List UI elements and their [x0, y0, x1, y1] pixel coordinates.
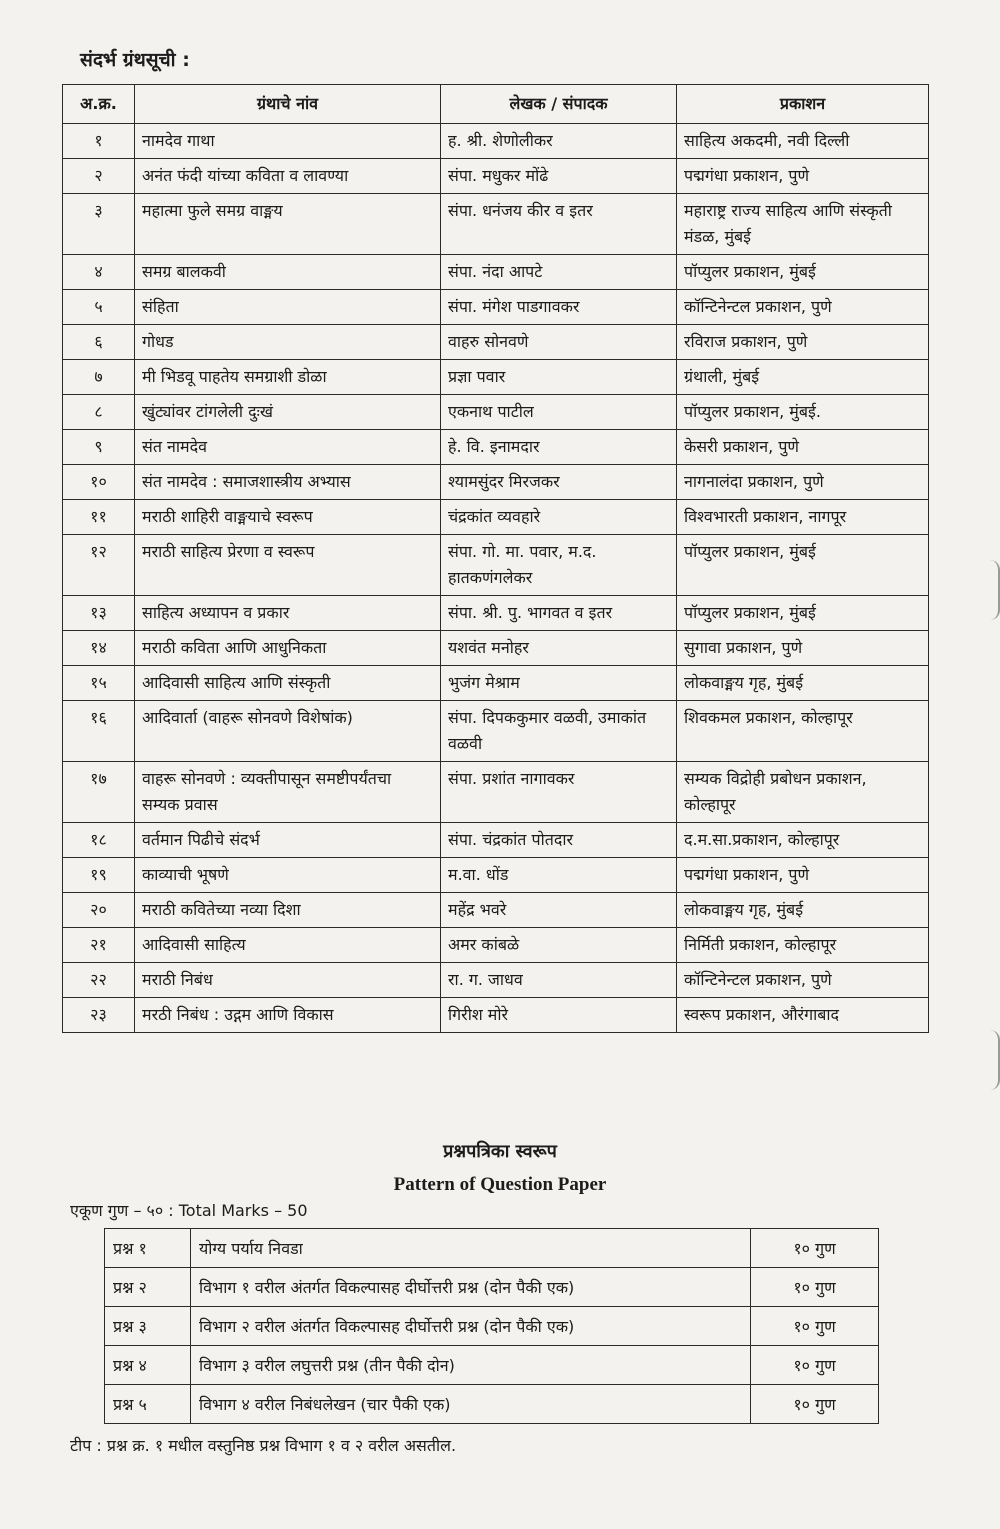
- publisher-cell: निर्मिती प्रकाशन, कोल्हापूर: [677, 928, 929, 963]
- publisher-cell: स्वरूप प्रकाशन, औरंगाबाद: [677, 998, 929, 1033]
- question-number-cell: प्रश्न २: [105, 1268, 191, 1307]
- author-cell: चंद्रकांत व्यवहारे: [441, 500, 677, 535]
- book-title-cell: वर्तमान पिढीचे संदर्भ: [135, 823, 441, 858]
- table-row: [63, 465, 929, 500]
- header-publisher: प्रकाशन: [677, 85, 929, 124]
- serial-cell: १६: [63, 701, 135, 762]
- serial-cell: ९: [63, 430, 135, 465]
- publisher-cell: पद्मगंधा प्रकाशन, पुणे: [677, 159, 929, 194]
- book-title-cell: आदिवासी साहित्य: [135, 928, 441, 963]
- references-body: [63, 124, 929, 1033]
- book-title-cell: समग्र बालकवी: [135, 255, 441, 290]
- publisher-cell: महाराष्ट्र राज्य साहित्य आणि संस्कृती मंडळ, मुंबई: [677, 194, 929, 255]
- serial-cell: १९: [63, 858, 135, 893]
- author-cell: एकनाथ पाटील: [441, 395, 677, 430]
- serial-cell: ५: [63, 290, 135, 325]
- publisher-cell: नागनालंदा प्रकाशन, पुणे: [677, 465, 929, 500]
- book-title-cell: अनंत फंदी यांच्या कविता व लावण्या: [135, 159, 441, 194]
- table-row: [63, 631, 929, 666]
- table-row: [63, 701, 929, 762]
- table-row: [63, 500, 929, 535]
- table-row: [63, 255, 929, 290]
- author-cell: हे. वि. इनामदार: [441, 430, 677, 465]
- header-author: लेखक / संपादक: [441, 85, 677, 124]
- author-cell: महेंद्र भवरे: [441, 893, 677, 928]
- serial-cell: ११: [63, 500, 135, 535]
- author-cell: प्रज्ञा पवार: [441, 360, 677, 395]
- author-cell: गिरीश मोरे: [441, 998, 677, 1033]
- serial-cell: १०: [63, 465, 135, 500]
- serial-cell: २२: [63, 963, 135, 998]
- question-paper-title-english: Pattern of Question Paper: [393, 1174, 607, 1195]
- question-marks-cell: १० गुण: [751, 1385, 879, 1424]
- author-cell: वाहरु सोनवणे: [441, 325, 677, 360]
- table-row: [63, 998, 929, 1033]
- table-row: [63, 963, 929, 998]
- table-row: [63, 430, 929, 465]
- question-description-cell: विभाग २ वरील अंतर्गत विकल्पासह दीर्घोत्तरी प्रश्न (दोन पैकी एक): [191, 1307, 751, 1346]
- book-title-cell: संत नामदेव: [135, 430, 441, 465]
- question-description-cell: योग्य पर्याय निवडा: [191, 1229, 751, 1268]
- table-row: [105, 1346, 879, 1385]
- publisher-cell: सुगावा प्रकाशन, पुणे: [677, 631, 929, 666]
- question-description-cell: विभाग ३ वरील लघुत्तरी प्रश्न (तीन पैकी दोन): [191, 1346, 751, 1385]
- table-row: [63, 762, 929, 823]
- publisher-cell: पॉप्युलर प्रकाशन, मुंबई: [677, 596, 929, 631]
- serial-cell: २१: [63, 928, 135, 963]
- author-cell: अमर कांबळे: [441, 928, 677, 963]
- publisher-cell: पॉप्युलर प्रकाशन, मुंबई: [677, 535, 929, 596]
- table-row: [105, 1307, 879, 1346]
- table-row: [63, 360, 929, 395]
- table-row: [105, 1268, 879, 1307]
- serial-cell: १: [63, 124, 135, 159]
- table-row: [63, 124, 929, 159]
- publisher-cell: लोकवाङ्मय गृह, मुंबई: [677, 893, 929, 928]
- publisher-cell: द.म.सा.प्रकाशन, कोल्हापूर: [677, 823, 929, 858]
- book-title-cell: काव्याची भूषणे: [135, 858, 441, 893]
- author-cell: भुजंग मेश्राम: [441, 666, 677, 701]
- publisher-cell: रविराज प्रकाशन, पुणे: [677, 325, 929, 360]
- question-marks-cell: १० गुण: [751, 1346, 879, 1385]
- author-cell: संपा. चंद्रकांत पोतदार: [441, 823, 677, 858]
- author-cell: श्यामसुंदर मिरजकर: [441, 465, 677, 500]
- book-title-cell: नामदेव गाथा: [135, 124, 441, 159]
- question-marks-cell: १० गुण: [751, 1307, 879, 1346]
- question-marks-cell: १० गुण: [751, 1268, 879, 1307]
- book-title-cell: संहिता: [135, 290, 441, 325]
- serial-cell: १८: [63, 823, 135, 858]
- book-title-cell: खुंट्यांवर टांगलेली दुःखं: [135, 395, 441, 430]
- author-cell: म.वा. धोंड: [441, 858, 677, 893]
- author-cell: संपा. श्री. पु. भागवत व इतर: [441, 596, 677, 631]
- question-description-cell: विभाग ४ वरील निबंधलेखन (चार पैकी एक): [191, 1385, 751, 1424]
- book-title-cell: मराठी साहित्य प्रेरणा व स्वरूप: [135, 535, 441, 596]
- serial-cell: १३: [63, 596, 135, 631]
- question-number-cell: प्रश्न १: [105, 1229, 191, 1268]
- serial-cell: ४: [63, 255, 135, 290]
- publisher-cell: साहित्य अकदमी, नवी दिल्ली: [677, 124, 929, 159]
- publisher-cell: शिवकमल प्रकाशन, कोल्हापूर: [677, 701, 929, 762]
- question-number-cell: प्रश्न ४: [105, 1346, 191, 1385]
- serial-cell: १५: [63, 666, 135, 701]
- author-cell: यशवंत मनोहर: [441, 631, 677, 666]
- author-cell: रा. ग. जाधव: [441, 963, 677, 998]
- footnote: टीप : प्रश्न क्र. १ मधील वस्तुनिष्ठ प्रश्न विभाग १ व २ वरील असतील.: [70, 1436, 457, 1455]
- publisher-cell: पद्मगंधा प्रकाशन, पुणे: [677, 858, 929, 893]
- total-marks: एकूण गुण – ५० : Total Marks – 50: [70, 1201, 308, 1220]
- question-paper-title-marathi: प्रश्नपत्रिका स्वरूप: [443, 1141, 557, 1162]
- publisher-cell: ग्रंथाली, मुंबई: [677, 360, 929, 395]
- serial-cell: ७: [63, 360, 135, 395]
- book-title-cell: मराठी कविता आणि आधुनिकता: [135, 631, 441, 666]
- serial-cell: १७: [63, 762, 135, 823]
- table-row: [105, 1229, 879, 1268]
- serial-cell: १२: [63, 535, 135, 596]
- author-cell: संपा. प्रशांत नागावकर: [441, 762, 677, 823]
- author-cell: संपा. नंदा आपटे: [441, 255, 677, 290]
- book-title-cell: आदिवासी साहित्य आणि संस्कृती: [135, 666, 441, 701]
- publisher-cell: केसरी प्रकाशन, पुणे: [677, 430, 929, 465]
- publisher-cell: पॉप्युलर प्रकाशन, मुंबई.: [677, 395, 929, 430]
- book-title-cell: वाहरू सोनवणे : व्यक्तीपासून समष्टीपर्यंतचा सम्यक प्रवास: [135, 762, 441, 823]
- book-title-cell: मराठी निबंध: [135, 963, 441, 998]
- serial-cell: ३: [63, 194, 135, 255]
- publisher-cell: कॉन्टिनेन्टल प्रकाशन, पुणे: [677, 963, 929, 998]
- question-marks-cell: १० गुण: [751, 1229, 879, 1268]
- serial-cell: २: [63, 159, 135, 194]
- references-heading: संदर्भ ग्रंथसूची :: [80, 49, 190, 71]
- header-book-title: ग्रंथाचे नांव: [135, 85, 441, 124]
- book-title-cell: मी भिडवू पाहतेय समग्राशी डोळा: [135, 360, 441, 395]
- table-row: [63, 290, 929, 325]
- author-cell: संपा. दिपककुमार वळवी, उमाकांत वळवी: [441, 701, 677, 762]
- table-row: [63, 858, 929, 893]
- author-cell: ह. श्री. शेणोलीकर: [441, 124, 677, 159]
- publisher-cell: कॉन्टिनेन्टल प्रकाशन, पुणे: [677, 290, 929, 325]
- table-row: [63, 928, 929, 963]
- question-number-cell: प्रश्न ३: [105, 1307, 191, 1346]
- table-row: [63, 395, 929, 430]
- table-row: [63, 325, 929, 360]
- table-row: [63, 194, 929, 255]
- question-description-cell: विभाग १ वरील अंतर्गत विकल्पासह दीर्घोत्तरी प्रश्न (दोन पैकी एक): [191, 1268, 751, 1307]
- serial-cell: १४: [63, 631, 135, 666]
- question-pattern-body: [105, 1229, 879, 1424]
- table-row: [63, 823, 929, 858]
- book-title-cell: गोधड: [135, 325, 441, 360]
- serial-cell: ६: [63, 325, 135, 360]
- page-edge-mark: [990, 560, 1000, 620]
- table-row: [63, 666, 929, 701]
- references-header-row: [63, 85, 929, 124]
- serial-cell: २३: [63, 998, 135, 1033]
- book-title-cell: संत नामदेव : समाजशास्त्रीय अभ्यास: [135, 465, 441, 500]
- author-cell: संपा. गो. मा. पवार, म.द. हातकणंगलेकर: [441, 535, 677, 596]
- publisher-cell: विश्वभारती प्रकाशन, नागपूर: [677, 500, 929, 535]
- table-row: [63, 596, 929, 631]
- question-pattern-table: [104, 1228, 879, 1424]
- author-cell: संपा. मधुकर मोंढे: [441, 159, 677, 194]
- serial-cell: ८: [63, 395, 135, 430]
- book-title-cell: मराठी शाहिरी वाङ्मयाचे स्वरूप: [135, 500, 441, 535]
- publisher-cell: लोकवाङ्मय गृह, मुंबई: [677, 666, 929, 701]
- page-edge-mark: [990, 1030, 1000, 1090]
- book-title-cell: महात्मा फुले समग्र वाङ्मय: [135, 194, 441, 255]
- author-cell: संपा. मंगेश पाडगावकर: [441, 290, 677, 325]
- table-row: [63, 159, 929, 194]
- table-row: [105, 1385, 879, 1424]
- book-title-cell: आदिवार्ता (वाहरू सोनवणे विशेषांक): [135, 701, 441, 762]
- book-title-cell: मराठी कवितेच्या नव्या दिशा: [135, 893, 441, 928]
- book-title-cell: मरठी निबंध : उद्गम आणि विकास: [135, 998, 441, 1033]
- book-title-cell: साहित्य अध्यापन व प्रकार: [135, 596, 441, 631]
- serial-cell: २०: [63, 893, 135, 928]
- publisher-cell: पॉप्युलर प्रकाशन, मुंबई: [677, 255, 929, 290]
- references-table: [62, 84, 929, 1033]
- publisher-cell: सम्यक विद्रोही प्रबोधन प्रकाशन, कोल्हापूर: [677, 762, 929, 823]
- table-row: [63, 535, 929, 596]
- table-row: [63, 893, 929, 928]
- author-cell: संपा. धनंजय कीर व इतर: [441, 194, 677, 255]
- header-serial: अ.क्र.: [63, 85, 135, 124]
- question-number-cell: प्रश्न ५: [105, 1385, 191, 1424]
